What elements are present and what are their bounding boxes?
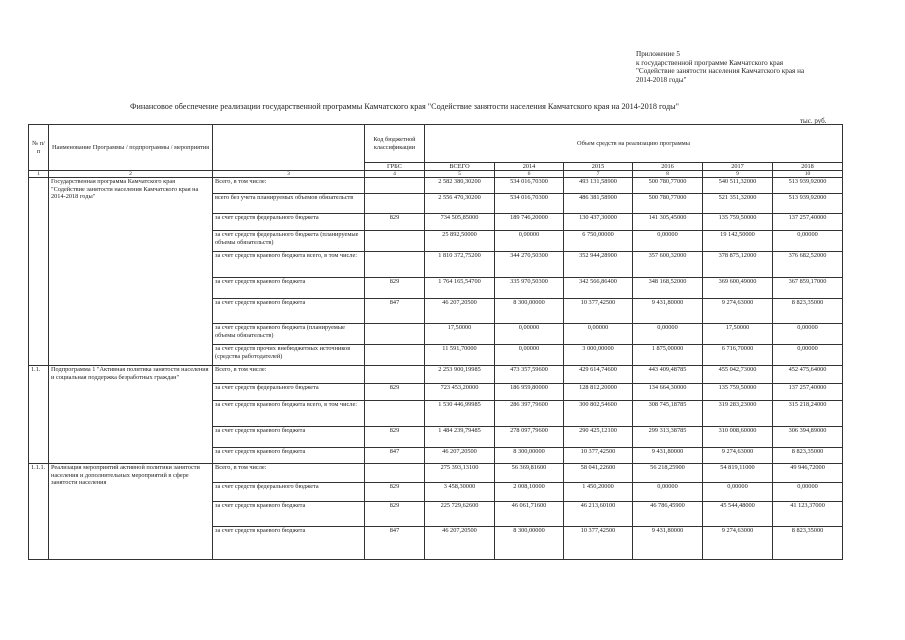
row-number: 1.1.1. xyxy=(29,464,49,560)
grbs-code: 847 xyxy=(365,527,425,560)
header-num: № п/п xyxy=(29,125,49,171)
amount-year: 128 812,20000 xyxy=(564,384,633,401)
amount-total: 1 484 239,79485 xyxy=(425,427,495,448)
grbs-code xyxy=(365,366,425,384)
amount-year: 0,00000 xyxy=(495,324,564,345)
amount-year: 6 750,00000 xyxy=(564,231,633,252)
funding-source: Всего, в том числе: xyxy=(213,464,365,483)
amount-year: 342 566,86400 xyxy=(564,278,633,299)
amount-year: 473 357,59600 xyxy=(495,366,564,384)
amount-year: 8 823,35000 xyxy=(773,527,843,560)
funding-source: за счет средств краевого бюджета xyxy=(213,448,365,464)
amount-year: 367 859,17000 xyxy=(773,278,843,299)
amount-year: 310 008,60000 xyxy=(703,427,773,448)
grbs-code: 829 xyxy=(365,483,425,502)
amount-year: 369 600,49000 xyxy=(703,278,773,299)
amount-year: 300 802,54600 xyxy=(564,401,633,427)
grbs-code: 829 xyxy=(365,384,425,401)
grbs-code: 829 xyxy=(365,214,425,231)
amount-total: 225 729,62600 xyxy=(425,502,495,527)
amount-year: 344 270,50300 xyxy=(495,252,564,278)
amount-year: 319 283,23000 xyxy=(703,401,773,427)
funding-source: за счет средств краевого бюджета xyxy=(213,502,365,527)
amount-year: 8 823,35000 xyxy=(773,448,843,464)
amount-year: 137 257,40000 xyxy=(773,384,843,401)
amount-year: 137 257,40000 xyxy=(773,214,843,231)
amount-year: 0,00000 xyxy=(703,483,773,502)
amount-year: 8 300,00000 xyxy=(495,448,564,464)
amount-year: 0,00000 xyxy=(633,483,703,502)
amount-year: 56 369,81600 xyxy=(495,464,564,483)
amount-year: 376 682,52000 xyxy=(773,252,843,278)
amount-year: 2 008,10000 xyxy=(495,483,564,502)
grbs-code xyxy=(365,324,425,345)
amount-year: 9 431,80000 xyxy=(633,527,703,560)
table-body xyxy=(29,178,843,560)
funding-source: за счет средств краевого бюджета всего, в том числе: xyxy=(213,252,365,278)
index-cell: 7 xyxy=(564,171,633,178)
funding-source: за счет средств федерального бюджета xyxy=(213,483,365,502)
amount-total: 734 505,85000 xyxy=(425,214,495,231)
amount-total: 17,50000 xyxy=(425,324,495,345)
grbs-code xyxy=(365,231,425,252)
amount-year: 500 780,77000 xyxy=(633,178,703,194)
amount-year: 378 875,12000 xyxy=(703,252,773,278)
amount-year: 286 397,79600 xyxy=(495,401,564,427)
grbs-code xyxy=(365,252,425,278)
amount-year: 455 042,73000 xyxy=(703,366,773,384)
index-cell: 10 xyxy=(773,171,843,178)
amount-year: 45 544,48000 xyxy=(703,502,773,527)
funding-source: за счет средств краевого бюджета xyxy=(213,427,365,448)
program-name: Государственная программа Камчатского края "Содействие занятости населения Камчатского края на 2014-2018 годы" xyxy=(49,178,213,366)
program-name: Реализация мероприятий активной политики занятости населения и дополнительных мероприятий в сфере занятости населения xyxy=(49,464,213,560)
amount-year: 3 000,00000 xyxy=(564,345,633,366)
amount-year: 0,00000 xyxy=(495,231,564,252)
grbs-code xyxy=(365,464,425,483)
amount-year: 17,50000 xyxy=(703,324,773,345)
header-2018: 2018 xyxy=(773,163,843,171)
grbs-code xyxy=(365,345,425,366)
grbs-code: 829 xyxy=(365,502,425,527)
amount-year: 46 786,45900 xyxy=(633,502,703,527)
amount-year: 357 600,32000 xyxy=(633,252,703,278)
amount-year: 58 041,22600 xyxy=(564,464,633,483)
appendix-line: 2014-2018 годы" xyxy=(636,75,687,84)
amount-year: 8 300,00000 xyxy=(495,299,564,324)
amount-year: 452 475,64000 xyxy=(773,366,843,384)
amount-year: 500 780,77000 xyxy=(633,194,703,214)
header-code: Код бюджетной классификации xyxy=(365,125,425,163)
column-index-row xyxy=(29,171,843,178)
amount-year: 9 431,80000 xyxy=(633,448,703,464)
amount-year: 290 425,12100 xyxy=(564,427,633,448)
amount-total: 1 530 446,99985 xyxy=(425,401,495,427)
index-cell: 6 xyxy=(495,171,564,178)
amount-year: 0,00000 xyxy=(773,483,843,502)
amount-year: 56 218,25900 xyxy=(633,464,703,483)
amount-year: 486 381,58900 xyxy=(564,194,633,214)
grbs-code xyxy=(365,178,425,194)
index-cell: 3 xyxy=(213,171,365,178)
table-header xyxy=(29,125,843,178)
index-cell: 2 xyxy=(49,171,213,178)
amount-year: 130 437,30000 xyxy=(564,214,633,231)
amount-year: 0,00000 xyxy=(633,231,703,252)
funding-source: Всего, в том числе: xyxy=(213,366,365,384)
appendix-note xyxy=(636,50,896,84)
amount-year: 8 823,35000 xyxy=(773,299,843,324)
document-title: Финансовое обеспечение реализации государственной программы Камчатского края "Содействие занятости населения Камчатского края на 2014-2018 годы" xyxy=(130,102,679,111)
row-number xyxy=(29,178,49,366)
amount-year: 493 131,58900 xyxy=(564,178,633,194)
grbs-code xyxy=(365,194,425,214)
amount-year: 0,00000 xyxy=(773,231,843,252)
funding-source: за счет средств федерального бюджета (планируемые объемы обязательств) xyxy=(213,231,365,252)
amount-year: 9 274,63000 xyxy=(703,299,773,324)
funding-source: за счет средств федерального бюджета xyxy=(213,214,365,231)
financing-table xyxy=(28,124,843,560)
appendix-line: к государственной программе Камчатского края xyxy=(636,58,784,67)
grbs-code: 847 xyxy=(365,448,425,464)
funding-source: за счет средств краевого бюджета xyxy=(213,299,365,324)
grbs-code: 847 xyxy=(365,299,425,324)
amount-year: 0,00000 xyxy=(773,345,843,366)
funding-source: Всего, в том числе: xyxy=(213,178,365,194)
amount-year: 10 377,42500 xyxy=(564,448,633,464)
amount-year: 54 819,11000 xyxy=(703,464,773,483)
program-name: Подпрограмма 1 "Активная политика занятости населения и социальная поддержка безработных граждан" xyxy=(49,366,213,464)
amount-year: 8 300,00000 xyxy=(495,527,564,560)
amount-total: 2 253 900,19985 xyxy=(425,366,495,384)
header-2015: 2015 xyxy=(564,163,633,171)
units-label: тыс. руб. xyxy=(800,117,827,125)
amount-year: 0,00000 xyxy=(564,324,633,345)
amount-year: 348 168,52000 xyxy=(633,278,703,299)
amount-year: 10 377,42500 xyxy=(564,527,633,560)
grbs-code xyxy=(365,401,425,427)
index-cell: 9 xyxy=(703,171,773,178)
amount-year: 299 313,38785 xyxy=(633,427,703,448)
header-grbs: ГРБС xyxy=(365,163,425,171)
amount-year: 41 123,37000 xyxy=(773,502,843,527)
amount-total: 46 207,20500 xyxy=(425,527,495,560)
appendix-line: Приложение 5 xyxy=(636,50,680,58)
amount-year: 134 664,30000 xyxy=(633,384,703,401)
funding-source: за счет средств прочих внебюджетных источников (средства работодателей) xyxy=(213,345,365,366)
funding-source: всего без учета планируемых объемов обязательств xyxy=(213,194,365,214)
amount-year: 9 431,80000 xyxy=(633,299,703,324)
amount-year: 189 746,20000 xyxy=(495,214,564,231)
amount-year: 352 944,28900 xyxy=(564,252,633,278)
amount-year: 513 939,92000 xyxy=(773,194,843,214)
amount-year: 521 351,32000 xyxy=(703,194,773,214)
amount-year: 135 759,50000 xyxy=(703,384,773,401)
header-total: ВСЕГО xyxy=(425,163,495,171)
amount-year: 46 213,60100 xyxy=(564,502,633,527)
header-spacer xyxy=(213,125,365,171)
index-cell: 1 xyxy=(29,171,49,178)
amount-total: 2 556 470,30200 xyxy=(425,194,495,214)
amount-total: 1 764 165,54700 xyxy=(425,278,495,299)
amount-year: 186 959,80000 xyxy=(495,384,564,401)
amount-year: 534 016,70300 xyxy=(495,194,564,214)
amount-year: 1 450,20000 xyxy=(564,483,633,502)
appendix-line: "Содействие занятости населения Камчатского края на xyxy=(636,67,805,76)
header-name: Наименование Программы / подпрограммы / мероприятия xyxy=(49,125,213,171)
amount-total: 3 458,30000 xyxy=(425,483,495,502)
amount-year: 9 274,63000 xyxy=(703,527,773,560)
grbs-code: 829 xyxy=(365,427,425,448)
header-2014: 2014 xyxy=(495,163,564,171)
table-row xyxy=(29,366,843,384)
amount-total: 46 207,20500 xyxy=(425,299,495,324)
row-number: 1.1. xyxy=(29,366,49,464)
amount-year: 513 939,92000 xyxy=(773,178,843,194)
header-volume: Объем средств на реализацию программы xyxy=(425,125,843,163)
amount-total: 1 810 372,75200 xyxy=(425,252,495,278)
table-row xyxy=(29,464,843,483)
amount-year: 308 745,18785 xyxy=(633,401,703,427)
amount-year: 306 394,89000 xyxy=(773,427,843,448)
amount-year: 1 875,00000 xyxy=(633,345,703,366)
amount-year: 46 061,71600 xyxy=(495,502,564,527)
amount-year: 19 142,50000 xyxy=(703,231,773,252)
amount-year: 429 614,74600 xyxy=(564,366,633,384)
funding-source: за счет средств краевого бюджета (планируемые объемы обязательств) xyxy=(213,324,365,345)
index-cell: 4 xyxy=(365,171,425,178)
funding-source: за счет средств федерального бюджета xyxy=(213,384,365,401)
table-row xyxy=(29,178,843,194)
funding-source: за счет средств краевого бюджета всего, в том числе: xyxy=(213,401,365,427)
amount-total: 25 892,50000 xyxy=(425,231,495,252)
grbs-code: 829 xyxy=(365,278,425,299)
amount-total: 2 582 380,30200 xyxy=(425,178,495,194)
amount-year: 6 716,70000 xyxy=(703,345,773,366)
amount-total: 723 453,20000 xyxy=(425,384,495,401)
amount-year: 0,00000 xyxy=(633,324,703,345)
amount-year: 534 016,70300 xyxy=(495,178,564,194)
index-cell: 5 xyxy=(425,171,495,178)
amount-year: 49 946,72000 xyxy=(773,464,843,483)
amount-year: 0,00000 xyxy=(495,345,564,366)
amount-total: 46 207,20500 xyxy=(425,448,495,464)
header-2017: 2017 xyxy=(703,163,773,171)
amount-year: 335 970,50300 xyxy=(495,278,564,299)
amount-year: 315 218,24000 xyxy=(773,401,843,427)
amount-year: 278 097,79600 xyxy=(495,427,564,448)
amount-year: 141 305,45000 xyxy=(633,214,703,231)
funding-source: за счет средств краевого бюджета xyxy=(213,527,365,560)
amount-year: 10 377,42500 xyxy=(564,299,633,324)
funding-source: за счет средств краевого бюджета xyxy=(213,278,365,299)
amount-year: 135 759,50000 xyxy=(703,214,773,231)
header-2016: 2016 xyxy=(633,163,703,171)
amount-year: 443 409,48785 xyxy=(633,366,703,384)
index-cell: 8 xyxy=(633,171,703,178)
amount-total: 11 591,70000 xyxy=(425,345,495,366)
amount-total: 275 393,13100 xyxy=(425,464,495,483)
amount-year: 9 274,63000 xyxy=(703,448,773,464)
amount-year: 0,00000 xyxy=(773,324,843,345)
amount-year: 540 511,32000 xyxy=(703,178,773,194)
